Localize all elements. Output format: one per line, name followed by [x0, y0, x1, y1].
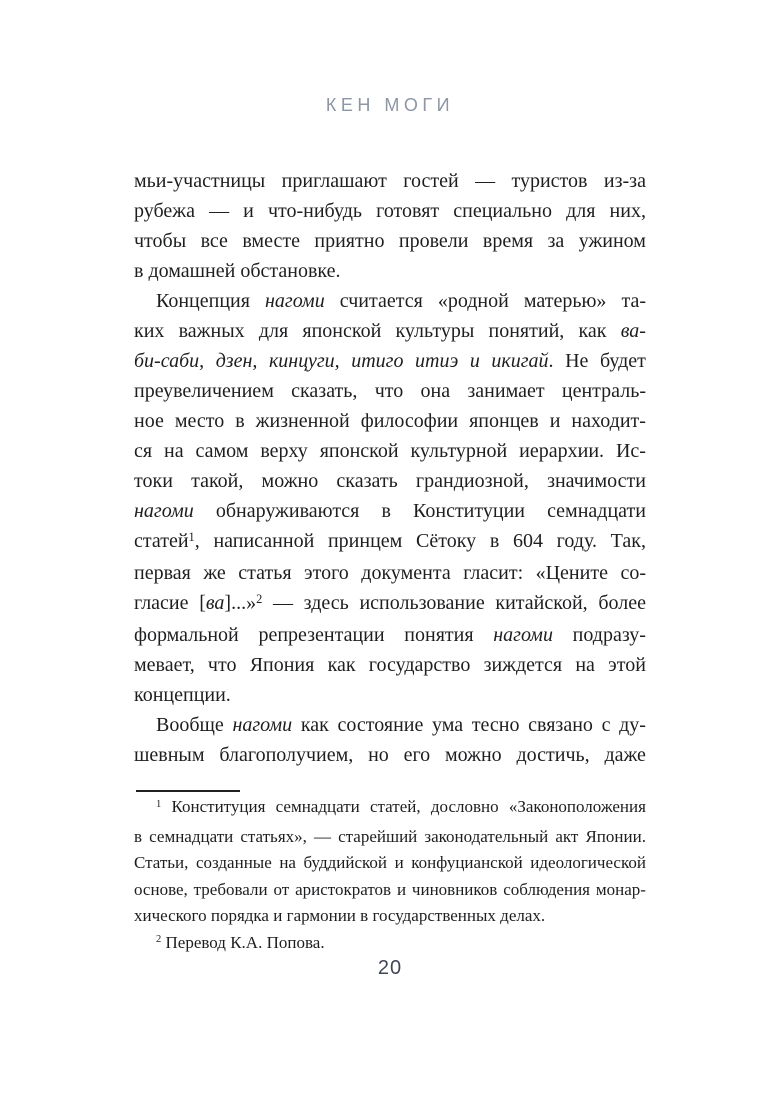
word: место	[174, 410, 225, 432]
word: и	[243, 200, 254, 222]
word: семнадцати	[547, 500, 646, 522]
word: в	[134, 826, 143, 846]
word: первая	[134, 562, 191, 584]
footnotes	[134, 794, 646, 959]
word: —	[209, 200, 230, 222]
word: тесно	[471, 714, 520, 736]
word: [ва]...»$^2$	[199, 592, 263, 614]
word: готовят	[376, 200, 440, 222]
word: основе,	[134, 879, 188, 899]
word: но	[368, 744, 389, 766]
word: понятий,	[488, 320, 565, 342]
text-line	[134, 740, 646, 770]
footnote-marker: 1	[188, 530, 195, 545]
text-line: хического порядка и гармонии в государственных делах.	[134, 906, 546, 925]
word: для	[258, 320, 289, 342]
word: семнадцати	[149, 826, 234, 846]
word: созданные	[195, 853, 272, 872]
word: и	[549, 410, 561, 432]
word: —	[475, 170, 496, 192]
word: значимости	[547, 470, 646, 492]
word: сказать,	[291, 380, 358, 402]
word: документа	[361, 562, 451, 584]
word: шевным	[134, 744, 205, 766]
word: акт	[555, 826, 579, 846]
word: чтобы	[134, 230, 187, 252]
text-line	[134, 877, 646, 904]
word: японской	[302, 320, 382, 342]
word: ва-	[620, 320, 646, 342]
word: нагоми	[493, 624, 553, 646]
word: культурной	[410, 440, 508, 462]
word: ких	[134, 320, 165, 342]
word: соблюдения	[503, 879, 590, 899]
word: «родной	[437, 290, 509, 312]
word: китайской,	[495, 592, 588, 614]
word: Так,	[610, 530, 646, 552]
word: на	[575, 654, 595, 676]
text-line	[134, 588, 646, 620]
word: его	[403, 744, 431, 766]
word: можно	[444, 744, 502, 766]
word: занимает	[467, 380, 545, 402]
word: ужином	[578, 230, 646, 252]
word: как	[300, 714, 329, 736]
word: приятно	[314, 230, 385, 252]
running-header-author: КЕН МОГИ	[325, 95, 455, 115]
word: важных	[178, 320, 245, 342]
text-line	[134, 794, 646, 824]
word: специально	[453, 200, 552, 222]
word: провели	[398, 230, 469, 252]
word: конфуцианской	[411, 853, 523, 872]
word: с	[601, 714, 611, 736]
word: кинцуги,	[268, 350, 340, 372]
text-line	[134, 850, 646, 877]
word: —	[314, 826, 331, 846]
word: статей$^1$,	[134, 530, 200, 552]
word: написанной	[213, 530, 315, 552]
word: для	[566, 200, 596, 222]
word: японской	[319, 440, 399, 462]
text-line	[134, 436, 646, 466]
text-line	[134, 496, 646, 526]
word: обнаруживаются	[215, 500, 360, 522]
word: Конституции	[413, 500, 525, 522]
word: гласие	[134, 592, 189, 614]
word: буддийской	[303, 853, 388, 872]
word: ду-	[619, 714, 646, 736]
word: них,	[609, 200, 646, 222]
word: со-	[620, 562, 646, 584]
word: жизненной	[255, 410, 350, 432]
word: Сётоку	[416, 530, 477, 552]
word: статей,	[370, 797, 421, 816]
word: более	[598, 592, 646, 614]
word: ся	[134, 440, 153, 462]
word: благополучием,	[219, 744, 354, 766]
word: в	[235, 410, 245, 432]
text-line	[134, 346, 646, 376]
text-line	[134, 286, 646, 316]
word: статья	[238, 562, 292, 584]
word: считается	[339, 290, 423, 312]
footnote-marker: 2	[256, 592, 263, 607]
word: нагоми	[134, 500, 194, 522]
word: семнадцати	[275, 797, 360, 816]
word: Ис-	[615, 440, 646, 462]
word: такой,	[191, 470, 244, 492]
word: законодательный	[424, 826, 549, 846]
word: понятия	[404, 624, 474, 646]
text-line	[134, 650, 646, 680]
text-line: $^2$ Перевод К.А. Попова.	[156, 932, 325, 952]
word: Япония	[249, 654, 315, 676]
word: итиго	[351, 350, 404, 372]
word: зиждется	[483, 654, 563, 676]
word: она	[420, 380, 451, 402]
word: Не	[565, 350, 589, 372]
word: достичь,	[516, 744, 590, 766]
word: матерью»	[523, 290, 607, 312]
word: Статьи,	[134, 853, 189, 872]
word: Японии.	[585, 826, 646, 846]
word: как	[327, 654, 356, 676]
word: даже	[604, 744, 646, 766]
text-line	[134, 824, 646, 851]
word: икигай.	[491, 350, 554, 372]
word: статьях»,	[240, 826, 307, 846]
word: самом	[195, 440, 249, 462]
word: дзен,	[215, 350, 258, 372]
word: состояние	[337, 714, 424, 736]
word: туристов	[511, 170, 588, 192]
word: монар-	[595, 879, 646, 899]
text-line	[134, 466, 646, 496]
word: нагоми	[264, 290, 325, 312]
page-number: 20	[377, 957, 403, 979]
word: аристократов	[295, 879, 392, 899]
word: «Цените	[535, 562, 608, 584]
word: что	[374, 380, 404, 402]
footnote-separator	[136, 790, 240, 792]
word: централь-	[561, 380, 646, 402]
word: использование	[359, 592, 485, 614]
word: что-нибудь	[267, 200, 363, 222]
word: и	[469, 350, 480, 372]
text-line	[134, 558, 646, 588]
text-line	[134, 166, 646, 196]
word: находит-	[571, 410, 646, 432]
word: принцем	[327, 530, 403, 552]
word: гласит:	[463, 562, 524, 584]
word: вместе	[242, 230, 300, 252]
word: философии	[360, 410, 459, 432]
word: как	[578, 320, 607, 342]
word: формальной	[134, 624, 239, 646]
word: ное	[134, 410, 164, 432]
word: государство	[368, 654, 471, 676]
word: —	[272, 592, 293, 614]
text-line	[134, 196, 646, 226]
word: за	[547, 230, 565, 252]
word: токи	[134, 470, 173, 492]
word: можно	[261, 470, 319, 492]
word: иерархии.	[519, 440, 605, 462]
word: верху	[260, 440, 308, 462]
word: все	[200, 230, 228, 252]
word: будет	[599, 350, 646, 372]
word: 604	[512, 530, 543, 552]
word: «Законоположения	[508, 797, 646, 816]
word: старейший	[338, 826, 418, 846]
footnote-marker: 1	[156, 798, 162, 810]
word: Вообще	[156, 714, 224, 736]
word: идеологической	[530, 853, 646, 872]
word: году.	[556, 530, 597, 552]
word: из-за	[603, 170, 646, 192]
word: от	[273, 879, 290, 899]
word: грандиозной,	[415, 470, 529, 492]
word: дословно	[430, 797, 499, 816]
word: японцев	[469, 410, 539, 432]
word: в	[381, 500, 391, 522]
word: приглашают	[281, 170, 387, 192]
text-line	[134, 226, 646, 256]
word: связано	[528, 714, 593, 736]
word: и	[396, 879, 407, 899]
word: би-саби,	[134, 350, 205, 372]
text-line	[134, 406, 646, 436]
word: этого	[304, 562, 349, 584]
word: что	[207, 654, 237, 676]
word: культуры	[395, 320, 475, 342]
word: мевает,	[134, 654, 195, 676]
word: ума	[432, 714, 464, 736]
word: здесь	[303, 592, 349, 614]
text-line	[134, 526, 646, 558]
word: сказать	[336, 470, 398, 492]
word: гостей	[403, 170, 459, 192]
word: на	[163, 440, 184, 462]
word: Конституция	[171, 797, 266, 816]
text-line	[134, 620, 646, 650]
word: и	[394, 853, 404, 872]
text-line	[134, 710, 646, 740]
word: преувеличением	[134, 380, 274, 402]
word: рубежа	[134, 200, 195, 222]
text-line: в домашней обстановке.	[134, 260, 341, 282]
word: этой	[608, 654, 646, 676]
word: на	[279, 853, 296, 872]
word: подразу-	[572, 624, 646, 646]
text-line	[134, 316, 646, 346]
word: требовали	[193, 879, 268, 899]
word: итиэ	[415, 350, 459, 372]
word: же	[203, 562, 226, 584]
word: в	[489, 530, 500, 552]
word: Концепция	[156, 290, 250, 312]
text-line	[134, 376, 646, 406]
word	[156, 794, 161, 824]
page-body-text	[134, 166, 646, 770]
word: мьи-участницы	[134, 170, 266, 192]
word: время	[482, 230, 534, 252]
text-line: концепции.	[134, 684, 231, 706]
word: репрезентации	[258, 624, 385, 646]
word: нагоми	[232, 714, 293, 736]
word: чиновников	[411, 879, 498, 899]
footnote-marker: 2	[156, 934, 162, 946]
word: та-	[621, 290, 646, 312]
